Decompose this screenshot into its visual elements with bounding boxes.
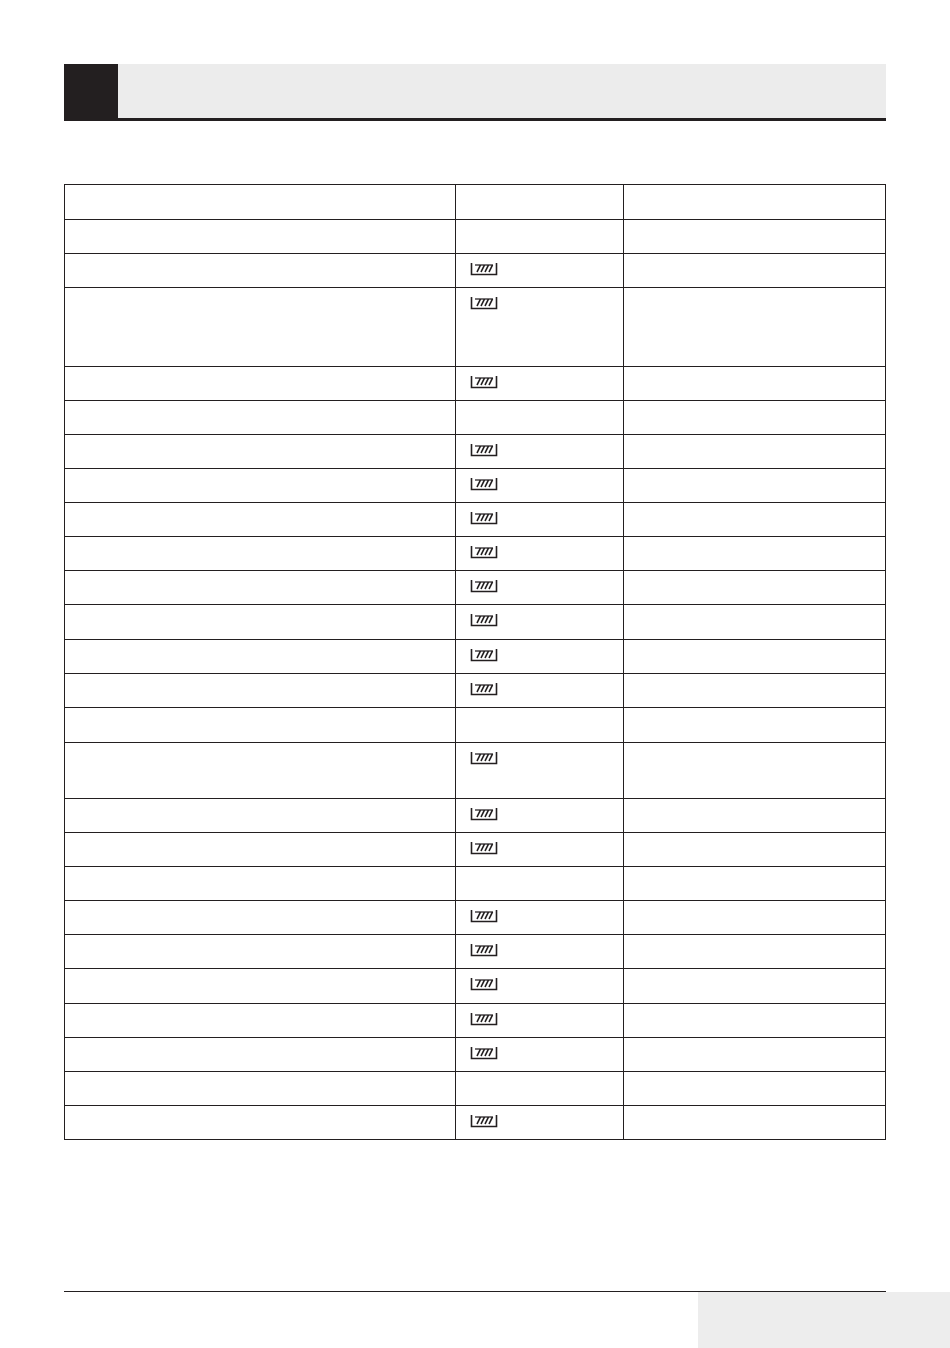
ironing-symbol-icon bbox=[470, 909, 622, 923]
header-rule bbox=[64, 118, 886, 121]
table-row bbox=[65, 367, 886, 401]
cell-program bbox=[65, 674, 456, 708]
table-row bbox=[65, 401, 886, 435]
ironing-symbol-icon bbox=[470, 1046, 622, 1060]
cell-symbol bbox=[456, 743, 623, 799]
cell-value bbox=[623, 1106, 885, 1140]
program-table bbox=[64, 184, 886, 1140]
ironing-symbol-icon bbox=[470, 375, 622, 389]
table-row bbox=[65, 969, 886, 1004]
cell-value bbox=[623, 605, 885, 640]
table-row bbox=[65, 435, 886, 469]
cell-program bbox=[65, 185, 456, 220]
table-row bbox=[65, 743, 886, 799]
section-number-block bbox=[64, 64, 118, 119]
cell-symbol bbox=[456, 1072, 623, 1106]
ironing-symbol-icon bbox=[470, 648, 622, 662]
ironing-symbol-icon bbox=[470, 613, 622, 627]
ironing-symbol-icon bbox=[470, 807, 622, 821]
cell-symbol bbox=[456, 605, 623, 640]
cell-program bbox=[65, 640, 456, 674]
table-row bbox=[65, 605, 886, 640]
ironing-symbol-icon bbox=[470, 579, 622, 593]
cell-value bbox=[623, 799, 885, 833]
cell-symbol bbox=[456, 1004, 623, 1038]
section-header-bar bbox=[64, 64, 886, 119]
cell-symbol bbox=[456, 503, 623, 537]
table-row bbox=[65, 288, 886, 367]
cell-value bbox=[623, 254, 885, 288]
table-row bbox=[65, 901, 886, 935]
cell-symbol bbox=[456, 799, 623, 833]
ironing-symbol-icon bbox=[470, 443, 622, 457]
cell-program bbox=[65, 833, 456, 867]
cell-value bbox=[623, 401, 885, 435]
cell-program bbox=[65, 469, 456, 503]
cell-program bbox=[65, 435, 456, 469]
cell-value bbox=[623, 867, 885, 901]
cell-program bbox=[65, 867, 456, 901]
ironing-symbol-icon bbox=[470, 1012, 622, 1026]
ironing-symbol-icon bbox=[470, 977, 622, 991]
cell-program bbox=[65, 220, 456, 254]
cell-symbol bbox=[456, 469, 623, 503]
cell-symbol bbox=[456, 220, 623, 254]
ironing-symbol-icon bbox=[470, 943, 622, 957]
table-row bbox=[65, 469, 886, 503]
cell-symbol bbox=[456, 867, 623, 901]
cell-symbol bbox=[456, 640, 623, 674]
cell-program bbox=[65, 605, 456, 640]
cell-symbol bbox=[456, 401, 623, 435]
cell-value bbox=[623, 537, 885, 571]
cell-symbol bbox=[456, 1038, 623, 1072]
cell-program bbox=[65, 935, 456, 969]
table-row bbox=[65, 503, 886, 537]
table-row bbox=[65, 867, 886, 901]
cell-value bbox=[623, 901, 885, 935]
table-row bbox=[65, 708, 886, 743]
cell-program bbox=[65, 1072, 456, 1106]
cell-program bbox=[65, 708, 456, 743]
cell-value bbox=[623, 185, 885, 220]
ironing-symbol-icon bbox=[470, 545, 622, 559]
cell-value bbox=[623, 367, 885, 401]
cell-value bbox=[623, 708, 885, 743]
table-row bbox=[65, 1004, 886, 1038]
table-row bbox=[65, 833, 886, 867]
cell-program bbox=[65, 1004, 456, 1038]
cell-value bbox=[623, 743, 885, 799]
cell-value bbox=[623, 469, 885, 503]
cell-program bbox=[65, 969, 456, 1004]
ironing-symbol-icon bbox=[470, 262, 622, 276]
cell-value bbox=[623, 1072, 885, 1106]
ironing-symbol-icon bbox=[470, 682, 622, 696]
cell-symbol bbox=[456, 367, 623, 401]
cell-program bbox=[65, 254, 456, 288]
cell-program bbox=[65, 571, 456, 605]
cell-symbol bbox=[456, 674, 623, 708]
cell-value bbox=[623, 1038, 885, 1072]
cell-symbol bbox=[456, 435, 623, 469]
cell-program bbox=[65, 503, 456, 537]
cell-symbol bbox=[456, 254, 623, 288]
cell-program bbox=[65, 901, 456, 935]
table-row bbox=[65, 254, 886, 288]
cell-program bbox=[65, 401, 456, 435]
cell-symbol bbox=[456, 969, 623, 1004]
program-table-body bbox=[65, 185, 886, 1140]
cell-symbol bbox=[456, 833, 623, 867]
table-row bbox=[65, 1106, 886, 1140]
cell-program bbox=[65, 743, 456, 799]
cell-symbol bbox=[456, 571, 623, 605]
table-row bbox=[65, 799, 886, 833]
table-row bbox=[65, 220, 886, 254]
table-row bbox=[65, 674, 886, 708]
ironing-symbol-icon bbox=[470, 1114, 622, 1128]
table-row bbox=[65, 537, 886, 571]
cell-program bbox=[65, 1038, 456, 1072]
cell-symbol bbox=[456, 935, 623, 969]
ironing-symbol-icon bbox=[470, 477, 622, 491]
cell-value bbox=[623, 288, 885, 367]
cell-symbol bbox=[456, 537, 623, 571]
ironing-symbol-icon bbox=[470, 511, 622, 525]
cell-value bbox=[623, 969, 885, 1004]
cell-value bbox=[623, 1004, 885, 1038]
table-row bbox=[65, 935, 886, 969]
ironing-symbol-icon bbox=[470, 751, 622, 765]
table-row bbox=[65, 1038, 886, 1072]
cell-value bbox=[623, 674, 885, 708]
cell-value bbox=[623, 435, 885, 469]
cell-symbol bbox=[456, 288, 623, 367]
table-row bbox=[65, 185, 886, 220]
cell-value bbox=[623, 503, 885, 537]
cell-value bbox=[623, 935, 885, 969]
cell-symbol bbox=[456, 708, 623, 743]
cell-program bbox=[65, 288, 456, 367]
ironing-symbol-icon bbox=[470, 296, 622, 310]
cell-value bbox=[623, 640, 885, 674]
cell-symbol bbox=[456, 185, 623, 220]
table-row bbox=[65, 571, 886, 605]
cell-value bbox=[623, 833, 885, 867]
table-row bbox=[65, 1072, 886, 1106]
cell-symbol bbox=[456, 1106, 623, 1140]
cell-program bbox=[65, 537, 456, 571]
cell-symbol bbox=[456, 901, 623, 935]
cell-program bbox=[65, 1106, 456, 1140]
cell-value bbox=[623, 571, 885, 605]
cell-program bbox=[65, 367, 456, 401]
ironing-symbol-icon bbox=[470, 841, 622, 855]
cell-value bbox=[623, 220, 885, 254]
table-row bbox=[65, 640, 886, 674]
page-number-box bbox=[698, 1292, 950, 1348]
cell-program bbox=[65, 799, 456, 833]
